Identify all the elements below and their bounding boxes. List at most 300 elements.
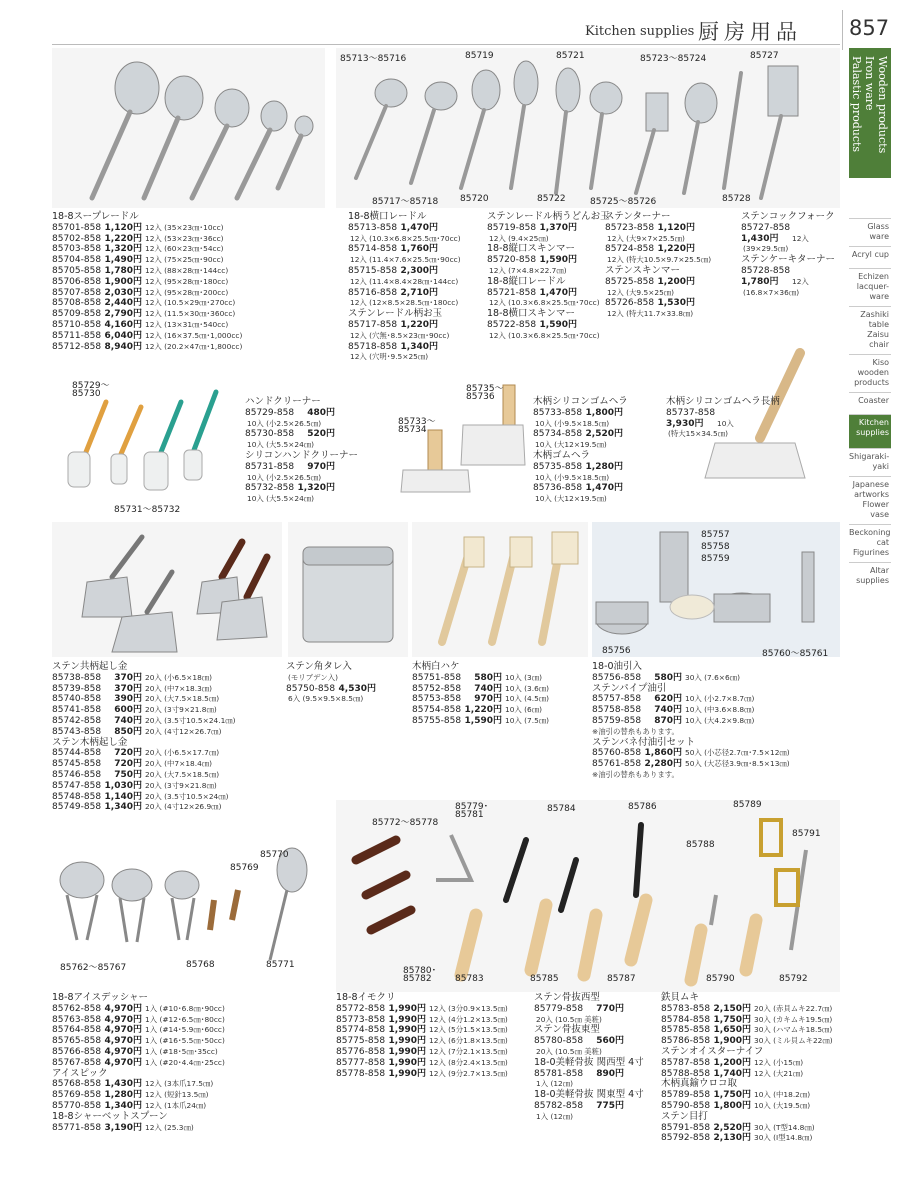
product-price: 890円 [596, 1068, 624, 1079]
side-nav-item[interactable]: Shigaraki-yaki [849, 448, 891, 476]
product-code: 85709-858 [52, 309, 102, 320]
product-block-fish-bone-tweezers [534, 993, 644, 1123]
product-row [661, 1047, 833, 1058]
side-nav-item[interactable]: Kitchen supplies [849, 414, 891, 448]
product-row [286, 684, 376, 695]
product-code: 85728-858 [741, 265, 791, 276]
product-row [741, 288, 835, 299]
product-subtitle: 10入 (大12×19.5㎝) [535, 494, 607, 504]
product-price: 1,320円 [104, 244, 142, 255]
product-row [666, 429, 780, 440]
product-subtitle: 18-0美軽骨抜 関東型 4寸 [534, 1089, 644, 1101]
product-price: 2,130円 [713, 1133, 751, 1144]
product-code: 85756-858 [592, 672, 642, 683]
image-label: 85713～85716 [340, 54, 407, 64]
product-price: 1,220円 [657, 244, 695, 255]
image-label: 85783 [455, 974, 484, 984]
product-row [661, 1079, 833, 1090]
product-row [592, 738, 790, 749]
product-row [412, 705, 549, 716]
product-price: 1,120円 [104, 222, 142, 233]
image-label: 85790 [706, 974, 735, 984]
side-nav-item[interactable]: Zashiki table Zaisu chair [849, 306, 891, 354]
product-subtitle: 18-8横口スキンマー [487, 308, 575, 320]
image-label: 85733～ [398, 417, 436, 427]
product-code: 85772-858 [336, 1003, 386, 1014]
product-spec: 20入 (4寸12×26.9㎝) [145, 802, 222, 812]
product-row [412, 684, 549, 695]
product-code: 85790-858 [661, 1100, 711, 1111]
product-code: 85748-858 [52, 791, 102, 802]
product-code: 85742-858 [52, 715, 102, 726]
product-row [534, 1004, 644, 1015]
product-spec: 12入 (7分2.1×13.5㎝) [429, 1046, 508, 1056]
product-price: 1,900円 [104, 276, 142, 287]
product-block-hand-cleaner [245, 397, 358, 505]
product-title: 18-0油引入 [592, 661, 643, 672]
photo-turners [52, 522, 282, 657]
product-title: ステンレードル柄うどんお玉 [487, 211, 610, 222]
product-price: 1,430円 [104, 1079, 142, 1090]
product-spec: 12入 (6分1.8×13.5㎝) [429, 1036, 508, 1046]
product-subtitle: 18-8シャーベットスプーン [52, 1110, 168, 1122]
product-title: 木柄シリコンゴムヘラ長柄 [666, 396, 780, 407]
product-block-cook-fork [741, 212, 835, 298]
product-price: 1,590円 [464, 715, 502, 726]
category-band-line: Iron ware [863, 56, 876, 111]
product-row [52, 802, 236, 813]
product-code: 85768-858 [52, 1079, 102, 1090]
product-row [534, 1069, 644, 1080]
product-price: 1,990円 [388, 1068, 426, 1079]
product-subtitle: 10入 (小9.5×18.5㎝) [535, 418, 610, 428]
product-code: 85727-858 [741, 222, 791, 233]
product-price: 6,040円 [104, 330, 142, 341]
product-row [592, 770, 790, 781]
product-code: 85760-858 [592, 748, 642, 759]
product-row [52, 309, 242, 320]
product-row [605, 223, 711, 234]
product-code: 85764-858 [52, 1025, 102, 1036]
image-label: 85735～ [466, 384, 504, 394]
product-code: 85716-858 [348, 287, 398, 298]
product-code: 85714-858 [348, 244, 398, 255]
image-label: 85768 [186, 960, 215, 970]
product-price: 4,970円 [104, 1036, 142, 1047]
product-code: 85726-858 [605, 298, 655, 309]
category-band-line: Wooden products [876, 56, 889, 154]
product-price: 720円 [114, 759, 142, 770]
product-code: 85757-858 [592, 694, 642, 705]
product-price: 775円 [596, 1100, 624, 1111]
image-label: 85769 [230, 863, 259, 873]
product-spec: 1入 (#20･4.4㎝･25cc) [145, 1057, 225, 1067]
product-row [487, 223, 610, 234]
product-row [52, 298, 242, 309]
product-row [52, 223, 242, 234]
product-code: 85751-858 [412, 672, 462, 683]
product-code: 85732-858 [245, 483, 295, 494]
product-row [336, 1004, 508, 1015]
product-price: 1,370円 [539, 222, 577, 233]
product-spec: 12入 (95×28㎝･200cc) [145, 287, 229, 297]
product-code: 85723-858 [605, 222, 655, 233]
image-label: 85772～85778 [372, 818, 439, 828]
product-row [592, 684, 790, 695]
product-price: 600円 [114, 705, 142, 716]
product-price: 480円 [307, 407, 335, 418]
product-price: 1,430円 [741, 233, 779, 244]
product-row [245, 419, 358, 430]
product-price: 4,970円 [104, 1057, 142, 1068]
product-subtitle: 12入 (9.4×25㎝) [489, 233, 549, 243]
product-code: 85702-858 [52, 233, 102, 244]
product-price: 1,340円 [104, 1100, 142, 1111]
product-row [348, 352, 461, 363]
product-row [605, 234, 711, 245]
product-code: 85763-858 [52, 1014, 102, 1025]
product-code: 85708-858 [52, 298, 102, 309]
product-block-sauce-container [286, 662, 376, 705]
product-code: 85789-858 [661, 1090, 711, 1101]
side-nav-item[interactable]: Echizen lacquer-ware [849, 268, 891, 306]
product-spec: 12入 (3分0.9×13.5㎝) [429, 1003, 508, 1013]
image-label: 85771 [266, 960, 295, 970]
product-spec: 10入 (大19.5㎝) [754, 1100, 811, 1110]
sauce-container-drawing [288, 522, 408, 657]
product-code: 85749-858 [52, 802, 102, 813]
side-nav-item[interactable]: Beckoning cat Figurines [849, 524, 891, 562]
product-price: 750円 [114, 769, 142, 780]
product-spec: 30入 (7.6×6㎝) [685, 672, 740, 682]
product-code: 85707-858 [52, 287, 102, 298]
product-spec: 12入 (8分2.4×13.5㎝) [429, 1057, 508, 1067]
product-price: 560円 [596, 1036, 624, 1047]
product-row [533, 419, 628, 430]
product-row [412, 694, 549, 705]
product-subtitle: 10入 (大12×19.5㎝) [535, 440, 607, 450]
product-row [52, 1079, 225, 1090]
product-code: 85704-858 [52, 255, 102, 266]
product-row [52, 716, 236, 727]
photo-soup-ladles [52, 48, 325, 208]
product-spec: 12入 (95×28㎝･180cc) [145, 276, 229, 286]
product-subtitle: ステンレードル柄お玉 [348, 308, 443, 320]
product-price: 520円 [307, 429, 335, 440]
product-code: 85765-858 [52, 1036, 102, 1047]
product-title: 18-8横口レードル [348, 211, 427, 222]
product-row [52, 1090, 225, 1101]
product-code: 85780-858 [534, 1036, 584, 1047]
product-spec: 12入 (1本爪24㎝) [145, 1100, 207, 1110]
product-code: 85754-858 [412, 705, 462, 716]
product-price: 1,220円 [104, 233, 142, 244]
product-row [52, 1123, 225, 1134]
product-subtitle: ステン目打 [661, 1110, 708, 1122]
product-row [245, 462, 358, 473]
product-code: 85786-858 [661, 1036, 711, 1047]
product-code: 85713-858 [348, 222, 398, 233]
product-subtitle: 6入 (9.5×9.5×8.5㎝) [288, 694, 364, 704]
product-price: 1,590円 [539, 319, 577, 330]
product-row [336, 1025, 508, 1036]
product-code: 85701-858 [52, 222, 102, 233]
photo-brushes [412, 522, 588, 657]
product-row [245, 451, 358, 462]
side-nav-item[interactable]: Glass ware [849, 218, 891, 246]
product-row [533, 473, 628, 484]
product-row [533, 462, 628, 473]
product-spec: 12入 (60×23㎝･54cc) [145, 244, 224, 254]
product-code: 85783-858 [661, 1003, 711, 1014]
product-row [52, 748, 236, 759]
side-nav-item[interactable]: Coaster [849, 392, 891, 414]
product-code: 85721-858 [487, 287, 537, 298]
product-row [336, 1047, 508, 1058]
product-code: 85767-858 [52, 1057, 102, 1068]
product-price: 4,970円 [104, 1003, 142, 1014]
product-code: 85755-858 [412, 715, 462, 726]
product-row [605, 309, 711, 320]
product-code: 85787-858 [661, 1057, 711, 1068]
product-price: 1,470円 [539, 287, 577, 298]
image-label: 85760～85761 [762, 649, 829, 659]
header-english-title: Kitchen supplies [585, 24, 695, 39]
product-price: 2,790円 [104, 309, 142, 320]
product-spec: 12入 (16×37.5㎝･1,000cc) [145, 330, 243, 340]
product-price: 720円 [114, 748, 142, 759]
product-price: 1,470円 [400, 222, 438, 233]
product-price: 2,710円 [400, 287, 438, 298]
product-row [336, 1058, 508, 1069]
product-block-soup-ladle [52, 212, 242, 352]
image-label: 85730 [72, 389, 101, 399]
product-row [286, 694, 376, 705]
product-price: 1,990円 [388, 1036, 426, 1047]
header-japanese-title: 厨房用品 [698, 20, 802, 44]
product-subtitle: 18-0美軽骨抜 関西型 4寸 [534, 1056, 644, 1068]
product-code: 85792-858 [661, 1133, 711, 1144]
product-subtitle: 12入 (穴明･9.5×25㎝) [350, 352, 429, 362]
product-price: 580円 [474, 672, 502, 683]
product-price: 1,490円 [104, 255, 142, 266]
product-spec: 20入 (3寸9×21.8㎝) [145, 780, 217, 790]
product-subtitle: ステン木柄起し金 [52, 736, 128, 748]
product-price: 1,860円 [644, 748, 682, 759]
product-subtitle: 12入 (12×8.5×28.5㎝･180cc) [350, 298, 459, 308]
product-price: 1,760円 [400, 244, 438, 255]
product-price: 3,190円 [104, 1122, 142, 1133]
product-row [487, 331, 610, 342]
image-label: 85722 [537, 194, 566, 204]
product-row [666, 419, 780, 430]
product-row [52, 738, 236, 749]
product-row [52, 255, 242, 266]
product-code: 85784-858 [661, 1014, 711, 1025]
product-spec: 1入 (#16･5.5㎝･50cc) [145, 1036, 225, 1046]
ladles-turners-drawing [336, 48, 840, 208]
product-code: 85740-858 [52, 694, 102, 705]
product-code: 85771-858 [52, 1122, 102, 1133]
product-price: 1,750円 [713, 1014, 751, 1025]
product-code: 85791-858 [661, 1122, 711, 1133]
product-price: 740円 [654, 705, 682, 716]
image-label: 85756 [602, 646, 631, 656]
product-price: 8,940円 [104, 341, 142, 352]
product-subtitle: (特大15×34.5㎝) [668, 429, 728, 439]
image-label: 85721 [556, 51, 585, 61]
side-nav-item[interactable]: Altar supplies [849, 562, 891, 590]
image-label: 85725～85726 [590, 197, 657, 207]
product-price: 2,440円 [104, 298, 142, 309]
product-row [245, 473, 358, 484]
product-price: 850円 [114, 726, 142, 737]
side-navigation [849, 218, 891, 590]
image-label: 85717～85718 [372, 197, 439, 207]
product-spec: 30入 (カキムキ19.5㎝) [754, 1014, 833, 1024]
product-spec: 12入 (10.5×29㎝･270cc) [145, 298, 236, 308]
product-row [605, 244, 711, 255]
product-code: 85779-858 [534, 1003, 584, 1014]
product-row [245, 429, 358, 440]
page-number: 857 [849, 16, 890, 40]
product-code: 85775-858 [336, 1036, 386, 1047]
product-block-side-ladle [348, 212, 461, 363]
image-label: 85762～85767 [60, 963, 127, 973]
product-row [348, 234, 461, 245]
product-price: 1,220円 [464, 705, 502, 716]
product-code: 85776-858 [336, 1046, 386, 1057]
header-rule [52, 44, 840, 45]
image-label: 85782 [403, 974, 432, 984]
product-spec: 10入 (6㎝) [505, 705, 543, 715]
image-label: 85780･ [403, 966, 437, 976]
product-code: 85782-858 [534, 1100, 584, 1111]
product-price: 4,530円 [338, 683, 376, 694]
product-row [533, 494, 628, 505]
product-spec: 12入 (13×31㎝･540cc) [145, 319, 229, 329]
image-label: 85719 [465, 51, 494, 61]
product-title: ステン骨抜西型 [534, 992, 600, 1003]
product-code: 85711-858 [52, 330, 102, 341]
product-price: 740円 [474, 683, 502, 694]
spatulas-drawing [398, 380, 528, 495]
image-label: 85727 [750, 51, 779, 61]
product-row [52, 1004, 225, 1015]
product-row [487, 288, 610, 299]
product-subtitle: 12入 (11.4×7.6×25.5㎝･90cc) [350, 255, 461, 265]
product-subtitle: 12入 (大9.5×25㎝) [607, 287, 675, 297]
product-row [52, 342, 242, 353]
product-row [52, 781, 236, 792]
product-price: 4,970円 [104, 1046, 142, 1057]
side-nav-item[interactable]: Acryl cup [849, 246, 891, 268]
product-row [605, 288, 711, 299]
product-subtitle: 10入 (小9.5×18.5㎝) [535, 472, 610, 482]
product-row [52, 1112, 225, 1123]
product-price: 970円 [474, 694, 502, 705]
product-row [741, 234, 835, 245]
product-row [348, 223, 461, 234]
product-price: 1,340円 [400, 341, 438, 352]
product-price: 2,520円 [585, 429, 623, 440]
product-row [533, 429, 628, 440]
side-nav-item[interactable]: Kiso wooden products [849, 354, 891, 392]
product-row [605, 277, 711, 288]
product-row [52, 266, 242, 277]
product-subtitle: 18-8縦口スキンマー [487, 243, 575, 255]
product-spec: 20入 (3.5寸10.5×24.1㎝) [145, 715, 236, 725]
product-price: 2,280円 [644, 759, 682, 770]
product-row [52, 705, 236, 716]
product-spec: 20入 (大7.5×18.5㎝) [145, 694, 220, 704]
product-row [741, 223, 835, 234]
product-code: 85759-858 [592, 715, 642, 726]
product-code: 85753-858 [412, 694, 462, 705]
product-row [741, 277, 835, 288]
product-block-ice-disher [52, 993, 225, 1133]
product-price: 1,030円 [104, 780, 142, 791]
product-subtitle: 20入 (10.5㎝ 美粧) [536, 1014, 602, 1024]
product-row [245, 408, 358, 419]
product-spec: 50入 (小芯径2.7㎝･7.5×12㎝) [685, 748, 790, 758]
product-price: 1,470円 [585, 483, 623, 494]
image-label: 85791 [792, 829, 821, 839]
product-price: 620円 [654, 694, 682, 705]
product-row [592, 759, 790, 770]
product-price: 970円 [307, 461, 335, 472]
product-spec: 20入 (小6.5×18㎝) [145, 672, 213, 682]
image-label: 85734 [398, 425, 427, 435]
product-title: ステンコックフォーク [741, 211, 835, 222]
image-label: 85729～ [72, 381, 110, 391]
product-subtitle: (39×29.5㎝) [743, 244, 789, 254]
product-row [661, 1090, 833, 1101]
image-label: 85781 [455, 810, 484, 820]
photo-ladles-turners [336, 48, 840, 208]
category-band [849, 48, 891, 178]
product-row [412, 673, 549, 684]
product-spec: 12入 (短針13.5㎝) [145, 1090, 209, 1100]
product-code: 85777-858 [336, 1057, 386, 1068]
image-label: 85788 [686, 840, 715, 850]
product-spec: 1入 (#18･5㎝･35cc) [145, 1046, 218, 1056]
product-row [336, 1036, 508, 1047]
product-spec: 12入 (25.3㎝) [145, 1122, 194, 1132]
product-row [487, 320, 610, 331]
product-price: 1,990円 [388, 1025, 426, 1036]
product-block-oil-brush [592, 662, 790, 781]
product-code: 85715-858 [348, 265, 398, 276]
product-code: 85722-858 [487, 319, 537, 330]
product-price: 1,990円 [388, 1003, 426, 1014]
product-spec: 10入 (中3.6×8.8㎝) [685, 705, 755, 715]
product-price: 1,280円 [585, 461, 623, 472]
product-price: 370円 [114, 672, 142, 683]
product-code: 85788-858 [661, 1068, 711, 1079]
image-label: 85792 [779, 974, 808, 984]
product-row [348, 266, 461, 277]
product-block-turner-okoshi [52, 662, 236, 813]
product-row [52, 1025, 225, 1036]
product-code: 85769-858 [52, 1090, 102, 1101]
product-row [534, 1090, 644, 1101]
image-label: 85785 [530, 974, 559, 984]
side-nav-item[interactable]: Japanese artworks Flower vase [849, 476, 891, 524]
product-row [533, 483, 628, 494]
product-row [661, 1112, 833, 1123]
product-row [52, 1047, 225, 1058]
